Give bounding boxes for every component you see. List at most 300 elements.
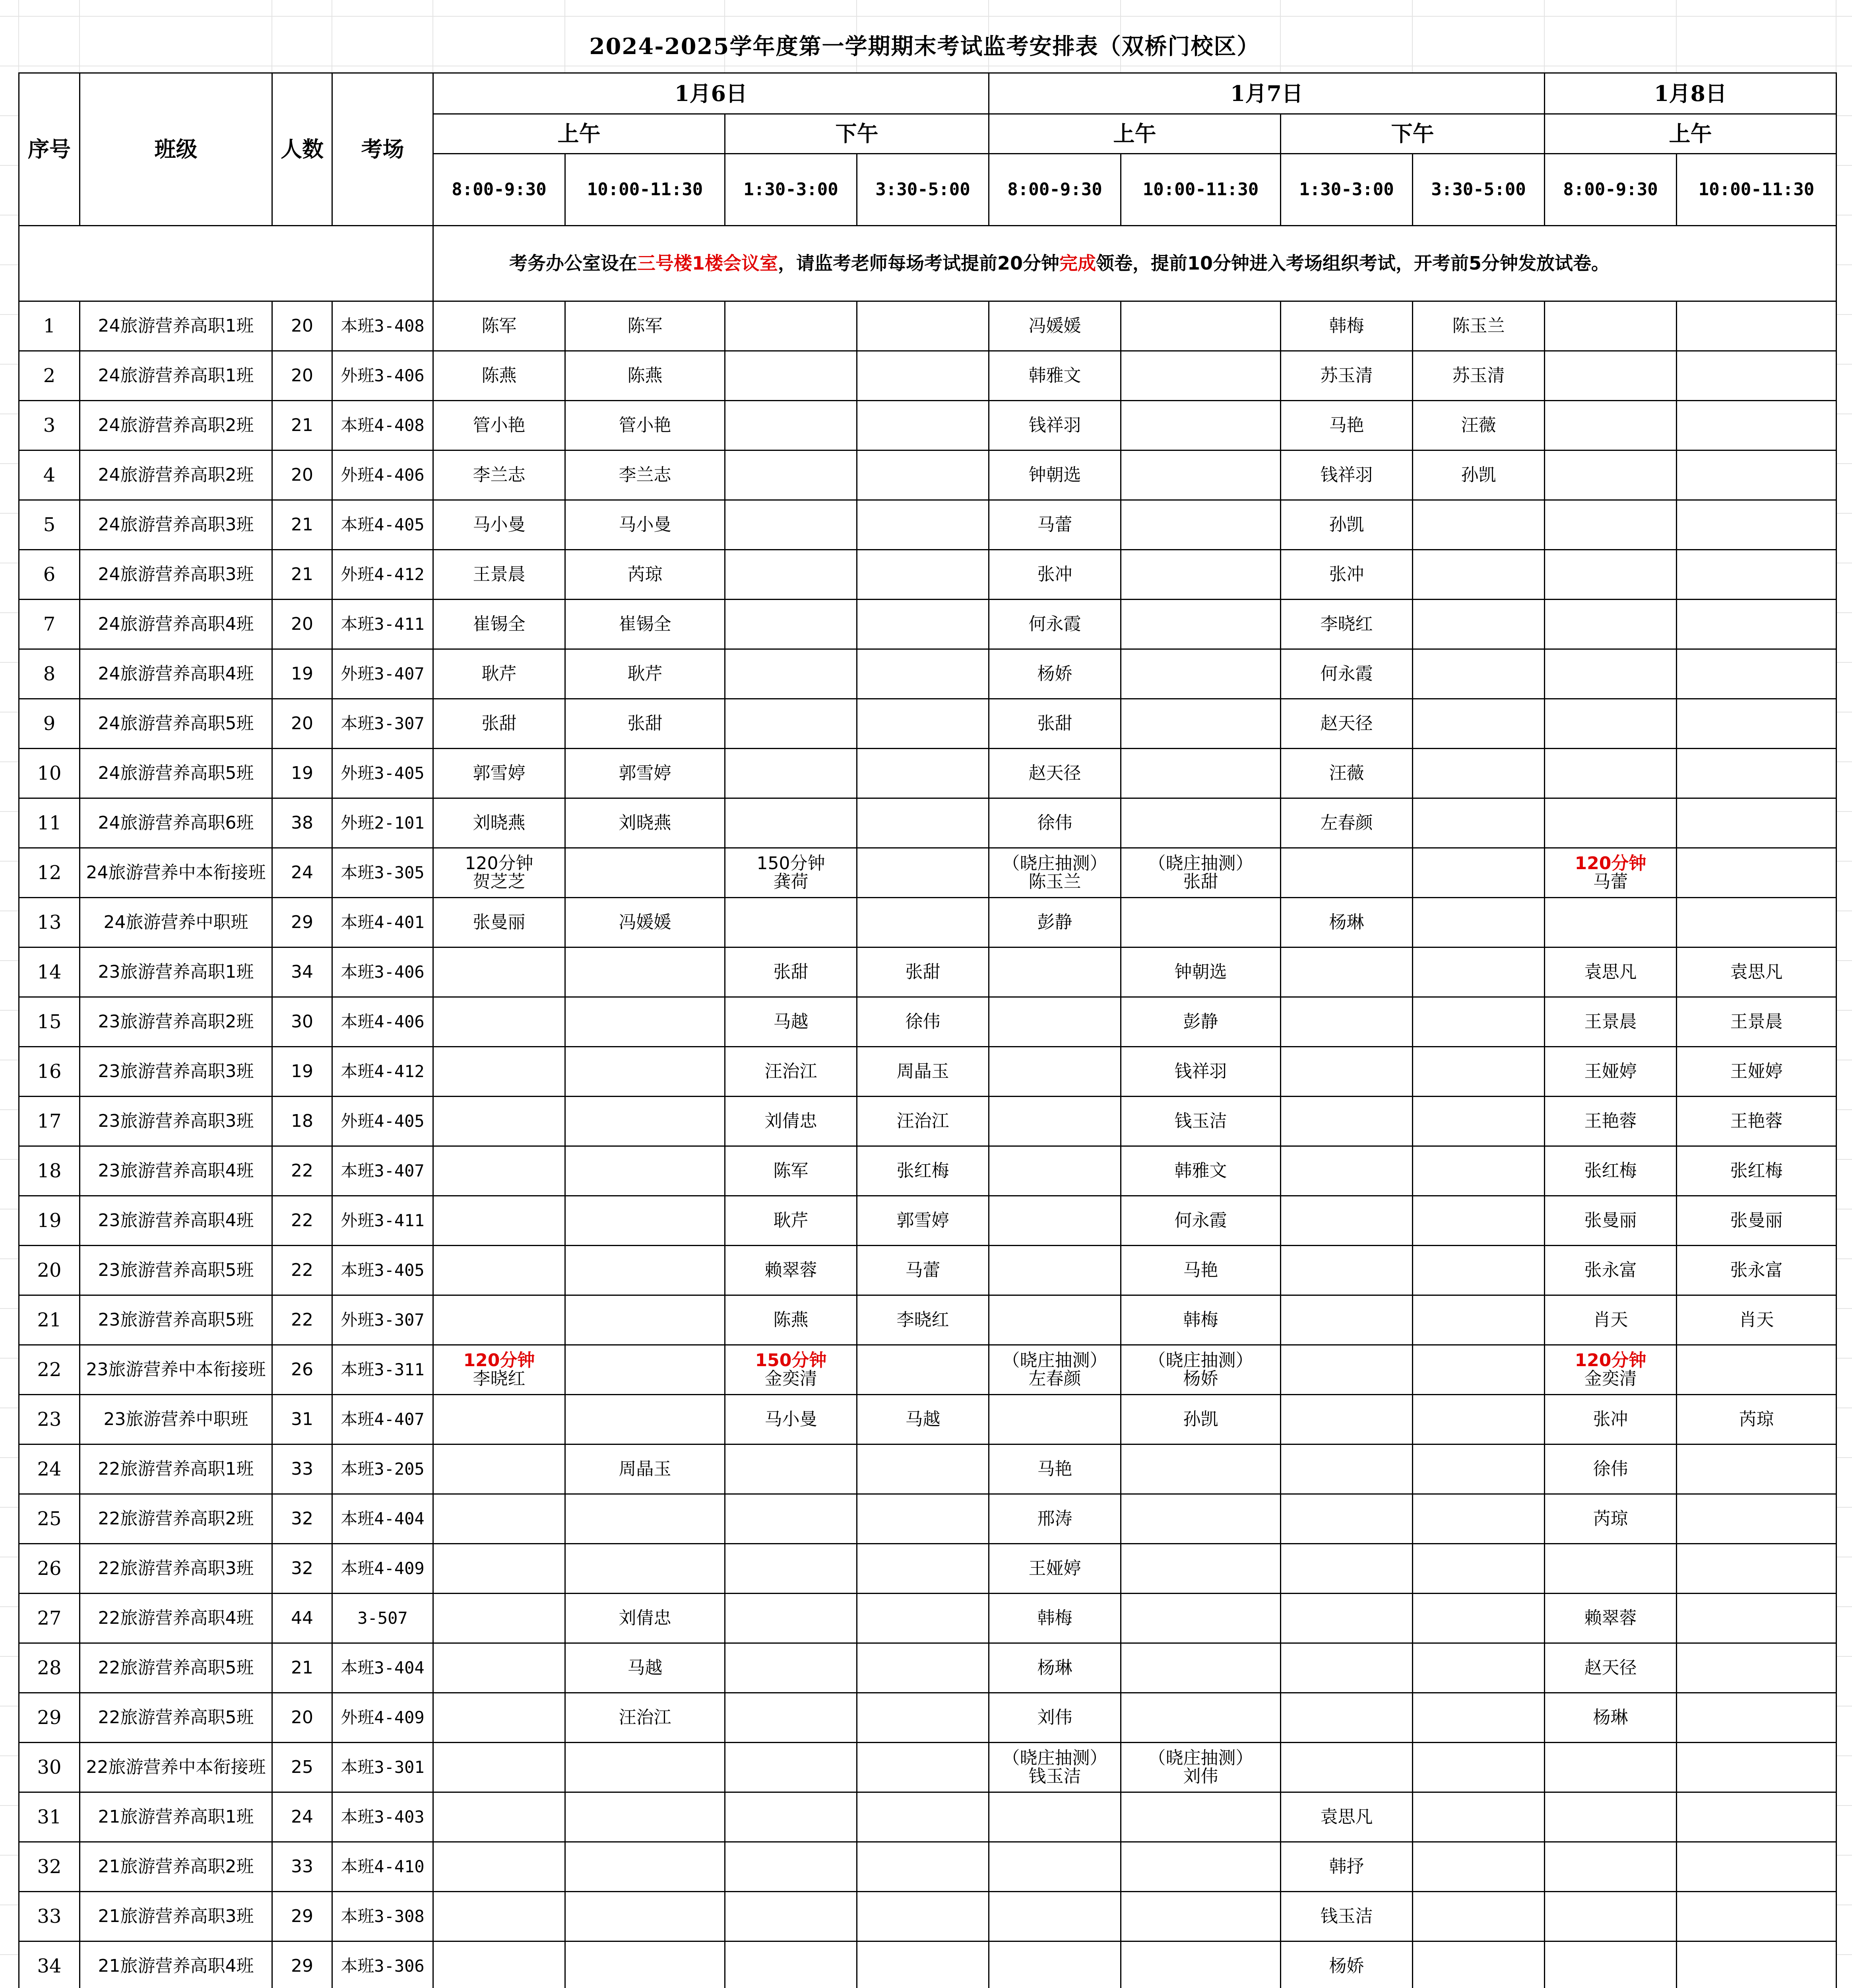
proctor-name: 陈玉兰 (1028, 872, 1081, 892)
proctor-cell (565, 1941, 725, 1988)
row-seq: 2 (19, 351, 80, 401)
row-count: 22 (272, 1295, 332, 1345)
proctor-cell: 赖翠蓉 (1545, 1594, 1677, 1643)
row-class: 22旅游营养高职5班 (80, 1693, 272, 1743)
proctor-cell (1677, 1494, 1836, 1544)
proctor-cell (565, 1395, 725, 1444)
row-seq: 14 (19, 947, 80, 997)
proctor-cell (1677, 798, 1836, 848)
proctor-cell (1281, 1444, 1413, 1494)
table-row (19, 401, 1836, 450)
proctor-cell (1677, 898, 1836, 947)
table-row (19, 1345, 1836, 1395)
header-time: 8:00-9:30 (1545, 154, 1677, 226)
proctor-cell: 韩梅 (989, 1594, 1121, 1643)
proctor-cell: 周晶玉 (857, 1047, 989, 1097)
proctor-cell (1677, 749, 1836, 798)
proctor-cell (433, 1743, 565, 1792)
proctor-cell: 汪薇 (1281, 749, 1413, 798)
proctor-cell: 马小曼 (565, 500, 725, 550)
proctor-cell (725, 500, 857, 550)
proctor-cell: 陈军 (565, 301, 725, 351)
proctor-cell: 徐伟 (857, 997, 989, 1047)
proctor-cell: 冯媛媛 (989, 301, 1121, 351)
row-seq: 33 (19, 1892, 80, 1941)
row-room: 外班2-101 (332, 798, 433, 848)
proctor-note: 120分钟 (1575, 1350, 1646, 1371)
row-class: 24旅游营养高职3班 (80, 500, 272, 550)
proctor-cell: 汪治江 (565, 1693, 725, 1743)
proctor-cell (857, 1345, 989, 1395)
proctor-cell (857, 1941, 989, 1988)
row-seq: 9 (19, 699, 80, 749)
proctor-cell (1677, 1743, 1836, 1792)
proctor-cell: 钱祥羽 (1121, 1047, 1281, 1097)
row-count: 18 (272, 1097, 332, 1146)
proctor-cell (565, 1097, 725, 1146)
row-seq: 34 (19, 1941, 80, 1988)
proctor-cell (1413, 1941, 1545, 1988)
proctor-cell: 韩雅文 (1121, 1146, 1281, 1196)
proctor-cell: 何永霞 (1121, 1196, 1281, 1246)
proctor-cell (989, 1345, 1121, 1395)
proctor-cell (989, 1395, 1121, 1444)
row-count: 21 (272, 401, 332, 450)
proctor-cell: 张永富 (1545, 1246, 1677, 1295)
row-room: 本班4-410 (332, 1842, 433, 1892)
header-room: 考场 (332, 73, 433, 226)
proctor-cell (433, 1146, 565, 1196)
table-row (19, 500, 1836, 550)
proctor-cell: 马越 (725, 997, 857, 1047)
table-row (19, 1146, 1836, 1196)
proctor-cell: 芮琼 (1677, 1395, 1836, 1444)
header-am-jan6: 上午 (433, 114, 725, 154)
proctor-cell (1281, 1494, 1413, 1544)
proctor-cell (1545, 699, 1677, 749)
proctor-cell (1413, 649, 1545, 699)
header-time: 10:00-11:30 (1677, 154, 1836, 226)
proctor-cell (725, 1792, 857, 1842)
proctor-cell: 张甜 (433, 699, 565, 749)
proctor-cell: 钟朝选 (989, 450, 1121, 500)
proctor-note: 150分钟 (755, 1350, 827, 1371)
proctor-cell (433, 1594, 565, 1643)
proctor-cell: 马艳 (1281, 401, 1413, 450)
proctor-cell (565, 1544, 725, 1594)
proctor-cell: 周晶玉 (565, 1444, 725, 1494)
proctor-cell (857, 1444, 989, 1494)
proctor-cell (1413, 898, 1545, 947)
table-row (19, 649, 1836, 699)
proctor-cell: 马小曼 (725, 1395, 857, 1444)
proctor-note: （晓庄抽测） (1148, 1747, 1253, 1768)
proctor-cell (725, 1892, 857, 1941)
proctor-cell (433, 1444, 565, 1494)
proctor-cell: 张甜 (989, 699, 1121, 749)
proctor-cell (1121, 848, 1281, 898)
proctor-cell (1281, 1345, 1413, 1395)
proctor-note: （晓庄抽测） (1002, 1350, 1107, 1371)
header-seq: 序号 (19, 73, 80, 226)
row-class: 24旅游营养高职2班 (80, 450, 272, 500)
row-seq: 4 (19, 450, 80, 500)
proctor-cell (1677, 550, 1836, 600)
proctor-cell (725, 1444, 857, 1494)
row-class: 23旅游营养高职5班 (80, 1246, 272, 1295)
row-class: 21旅游营养高职3班 (80, 1892, 272, 1941)
proctor-cell (1281, 1743, 1413, 1792)
proctor-cell (1413, 947, 1545, 997)
proctor-cell (1677, 1892, 1836, 1941)
table-row (19, 997, 1836, 1047)
row-count: 38 (272, 798, 332, 848)
proctor-cell (433, 1544, 565, 1594)
row-class: 24旅游营养高职4班 (80, 600, 272, 649)
table-row (19, 1594, 1836, 1643)
header-am-jan8: 上午 (1545, 114, 1836, 154)
header-time: 3:30-5:00 (857, 154, 989, 226)
proctor-cell: 赖翠蓉 (725, 1246, 857, 1295)
proctor-cell (989, 947, 1121, 997)
proctor-cell: 钱玉洁 (1281, 1892, 1413, 1941)
proctor-cell (1413, 1594, 1545, 1643)
row-room: 外班3-307 (332, 1295, 433, 1345)
proctor-cell (1281, 1643, 1413, 1693)
proctor-cell: 徐伟 (989, 798, 1121, 848)
proctor-cell (857, 1892, 989, 1941)
proctor-cell (1413, 1643, 1545, 1693)
header-class: 班级 (80, 73, 272, 226)
header-time: 10:00-11:30 (565, 154, 725, 226)
proctor-cell: 王艳蓉 (1545, 1097, 1677, 1146)
row-seq: 5 (19, 500, 80, 550)
row-class: 22旅游营养高职1班 (80, 1444, 272, 1494)
row-class: 24旅游营养高职4班 (80, 649, 272, 699)
proctor-cell (1413, 1295, 1545, 1345)
row-count: 44 (272, 1594, 332, 1643)
proctor-note: 120分钟 (465, 853, 533, 874)
proctor-name: 贺芝芝 (473, 872, 526, 892)
proctor-cell (433, 1345, 565, 1395)
proctor-cell (725, 1743, 857, 1792)
invigilation-table (18, 72, 1837, 1988)
proctor-cell (433, 947, 565, 997)
header-pm-jan7: 下午 (1281, 114, 1545, 154)
proctor-cell (565, 1792, 725, 1842)
proctor-cell (433, 1643, 565, 1693)
proctor-cell (1121, 600, 1281, 649)
row-count: 31 (272, 1395, 332, 1444)
proctor-cell (989, 1792, 1121, 1842)
proctor-cell (1121, 550, 1281, 600)
proctor-name: 马蕾 (1593, 872, 1628, 892)
proctor-cell (565, 1743, 725, 1792)
row-room: 本班3-411 (332, 600, 433, 649)
row-count: 30 (272, 997, 332, 1047)
proctor-cell (1545, 401, 1677, 450)
proctor-cell (857, 649, 989, 699)
proctor-cell (1545, 1544, 1677, 1594)
proctor-cell (725, 1345, 857, 1395)
row-seq: 29 (19, 1693, 80, 1743)
proctor-cell: 杨娇 (1281, 1941, 1413, 1988)
proctor-cell: 赵天径 (1281, 699, 1413, 749)
row-seq: 23 (19, 1395, 80, 1444)
row-class: 22旅游营养高职2班 (80, 1494, 272, 1544)
proctor-cell: 刘伟 (989, 1693, 1121, 1743)
table-row (19, 1246, 1836, 1295)
proctor-cell (433, 997, 565, 1047)
header-time: 1:30-3:00 (1281, 154, 1413, 226)
proctor-name: 左春颜 (1028, 1369, 1081, 1389)
proctor-cell (1677, 1842, 1836, 1892)
proctor-cell: 李晓红 (1281, 600, 1413, 649)
proctor-name: 龚荷 (773, 872, 809, 892)
proctor-cell: 张曼丽 (1677, 1196, 1836, 1246)
proctor-cell: 张永富 (1677, 1246, 1836, 1295)
proctor-cell (1677, 1693, 1836, 1743)
proctor-cell (1121, 1693, 1281, 1743)
proctor-cell (433, 1295, 565, 1345)
proctor-cell (857, 500, 989, 550)
proctor-cell (433, 848, 565, 898)
proctor-cell: 韩雅文 (989, 351, 1121, 401)
proctor-cell (565, 1494, 725, 1544)
proctor-cell: 马小曼 (433, 500, 565, 550)
proctor-cell (1677, 1594, 1836, 1643)
proctor-cell: 张冲 (1281, 550, 1413, 600)
proctor-cell (1281, 1246, 1413, 1295)
proctor-cell (725, 749, 857, 798)
row-room: 外班3-411 (332, 1196, 433, 1246)
proctor-cell: 韩梅 (1121, 1295, 1281, 1345)
proctor-cell: 王景晨 (1545, 997, 1677, 1047)
proctor-cell (433, 1047, 565, 1097)
proctor-note: （晓庄抽测） (1148, 853, 1253, 874)
proctor-cell (725, 1594, 857, 1643)
proctor-cell (565, 1146, 725, 1196)
table-row (19, 749, 1836, 798)
row-count: 29 (272, 1941, 332, 1988)
notice-part: 考务办公室设在 (509, 252, 637, 274)
row-room: 本班3-306 (332, 1941, 433, 1988)
proctor-cell: 芮琼 (565, 550, 725, 600)
table-row (19, 1544, 1836, 1594)
proctor-cell (1281, 1097, 1413, 1146)
row-seq: 15 (19, 997, 80, 1047)
proctor-cell (1281, 1196, 1413, 1246)
row-class: 22旅游营养高职4班 (80, 1594, 272, 1643)
proctor-cell (1281, 947, 1413, 997)
row-count: 25 (272, 1743, 332, 1792)
proctor-cell: 王娅婷 (989, 1544, 1121, 1594)
proctor-cell (989, 1842, 1121, 1892)
row-class: 24旅游营养高职3班 (80, 550, 272, 600)
header-time: 10:00-11:30 (1121, 154, 1281, 226)
table-row (19, 550, 1836, 600)
proctor-cell (1121, 1892, 1281, 1941)
row-room: 本班3-405 (332, 1246, 433, 1295)
table-row (19, 699, 1836, 749)
proctor-name: 杨娇 (1183, 1369, 1218, 1389)
proctor-name: 刘伟 (1183, 1766, 1218, 1786)
proctor-cell: 陈燕 (565, 351, 725, 401)
row-seq: 17 (19, 1097, 80, 1146)
row-count: 24 (272, 848, 332, 898)
proctor-cell: 刘晓燕 (565, 798, 725, 848)
proctor-cell (857, 1842, 989, 1892)
proctor-cell: 何永霞 (989, 600, 1121, 649)
proctor-cell (1545, 500, 1677, 550)
row-room: 外班4-409 (332, 1693, 433, 1743)
proctor-cell (1545, 898, 1677, 947)
notice-text (433, 226, 1836, 301)
row-room: 外班3-405 (332, 749, 433, 798)
table-row (19, 947, 1836, 997)
proctor-cell (725, 649, 857, 699)
proctor-cell: 袁思凡 (1281, 1792, 1413, 1842)
row-count: 20 (272, 351, 332, 401)
proctor-cell (1413, 1345, 1545, 1395)
proctor-cell: 彭静 (989, 898, 1121, 947)
proctor-cell (1121, 749, 1281, 798)
row-count: 21 (272, 550, 332, 600)
row-count: 26 (272, 1345, 332, 1395)
row-room: 外班4-406 (332, 450, 433, 500)
proctor-cell: 郭雪婷 (565, 749, 725, 798)
proctor-cell (565, 1345, 725, 1395)
proctor-cell (1677, 1544, 1836, 1594)
proctor-cell: 徐伟 (1545, 1444, 1677, 1494)
proctor-cell (857, 1792, 989, 1842)
row-count: 33 (272, 1444, 332, 1494)
proctor-cell: 崔锡全 (433, 600, 565, 649)
proctor-cell (1413, 1892, 1545, 1941)
table-row (19, 1792, 1836, 1842)
proctor-cell (989, 1892, 1121, 1941)
row-seq: 6 (19, 550, 80, 600)
proctor-cell (857, 1743, 989, 1792)
proctor-cell (725, 1941, 857, 1988)
proctor-cell: 钱祥羽 (1281, 450, 1413, 500)
row-count: 34 (272, 947, 332, 997)
proctor-cell (857, 351, 989, 401)
row-seq: 19 (19, 1196, 80, 1246)
proctor-cell (1281, 1047, 1413, 1097)
row-class: 24旅游营养高职2班 (80, 401, 272, 450)
row-room: 本班4-408 (332, 401, 433, 450)
row-seq: 21 (19, 1295, 80, 1345)
row-room: 外班3-407 (332, 649, 433, 699)
proctor-cell (1413, 1146, 1545, 1196)
row-count: 20 (272, 600, 332, 649)
row-seq: 7 (19, 600, 80, 649)
proctor-cell: 李兰志 (433, 450, 565, 500)
proctor-cell (1281, 1395, 1413, 1444)
proctor-cell (857, 749, 989, 798)
proctor-cell: 刘倩忠 (565, 1594, 725, 1643)
table-row (19, 1494, 1836, 1544)
row-room: 外班3-406 (332, 351, 433, 401)
proctor-cell (725, 1842, 857, 1892)
row-count: 22 (272, 1146, 332, 1196)
table-row (19, 1842, 1836, 1892)
row-class: 22旅游营养高职3班 (80, 1544, 272, 1594)
row-count: 20 (272, 450, 332, 500)
proctor-cell (1121, 450, 1281, 500)
row-seq: 30 (19, 1743, 80, 1792)
notice-spacer (19, 226, 433, 301)
proctor-cell: 马越 (857, 1395, 989, 1444)
row-seq: 24 (19, 1444, 80, 1494)
row-class: 21旅游营养高职1班 (80, 1792, 272, 1842)
proctor-cell (1281, 1146, 1413, 1196)
row-class: 21旅游营养高职2班 (80, 1842, 272, 1892)
proctor-cell (989, 1743, 1121, 1792)
proctor-cell: 赵天径 (1545, 1643, 1677, 1693)
proctor-cell (1413, 749, 1545, 798)
proctor-cell: 王景晨 (433, 550, 565, 600)
proctor-cell (857, 550, 989, 600)
proctor-cell (1545, 1345, 1677, 1395)
proctor-cell (433, 1097, 565, 1146)
proctor-cell (1677, 1643, 1836, 1693)
table-row (19, 1693, 1836, 1743)
proctor-cell (1413, 1544, 1545, 1594)
proctor-cell: 杨琳 (1281, 898, 1413, 947)
proctor-cell: 赵天径 (989, 749, 1121, 798)
proctor-cell (1121, 1444, 1281, 1494)
row-class: 23旅游营养高职3班 (80, 1097, 272, 1146)
proctor-cell: 张红梅 (857, 1146, 989, 1196)
proctor-cell (1413, 848, 1545, 898)
row-room: 本班4-401 (332, 898, 433, 947)
proctor-cell (857, 699, 989, 749)
notice-part: 领卷，提前10分钟进入考场组织考试，开考前5分钟发放试卷。 (1096, 252, 1610, 274)
proctor-cell (565, 947, 725, 997)
proctor-cell (433, 1395, 565, 1444)
proctor-name: 金奕清 (764, 1369, 817, 1389)
proctor-cell (725, 1643, 857, 1693)
proctor-cell (725, 301, 857, 351)
row-count: 19 (272, 749, 332, 798)
proctor-note: （晓庄抽测） (1002, 853, 1107, 874)
header-time: 3:30-5:00 (1413, 154, 1545, 226)
row-seq: 25 (19, 1494, 80, 1544)
proctor-cell: 孙凯 (1413, 450, 1545, 500)
table-row (19, 898, 1836, 947)
proctor-cell (725, 848, 857, 898)
proctor-cell: 马越 (565, 1643, 725, 1693)
proctor-cell: 韩梅 (1281, 301, 1413, 351)
table-row (19, 798, 1836, 848)
row-class: 22旅游营养高职5班 (80, 1643, 272, 1693)
row-room: 本班3-205 (332, 1444, 433, 1494)
proctor-cell (1121, 1345, 1281, 1395)
proctor-cell: 张甜 (565, 699, 725, 749)
proctor-note: （晓庄抽测） (1148, 1350, 1253, 1371)
proctor-cell: 彭静 (1121, 997, 1281, 1047)
header-date-jan7: 1月7日 (989, 73, 1545, 114)
proctor-cell (1413, 1842, 1545, 1892)
proctor-cell (1281, 1594, 1413, 1643)
proctor-cell (1677, 301, 1836, 351)
proctor-cell (989, 1246, 1121, 1295)
proctor-cell (1121, 401, 1281, 450)
proctor-cell (857, 301, 989, 351)
row-seq: 11 (19, 798, 80, 848)
